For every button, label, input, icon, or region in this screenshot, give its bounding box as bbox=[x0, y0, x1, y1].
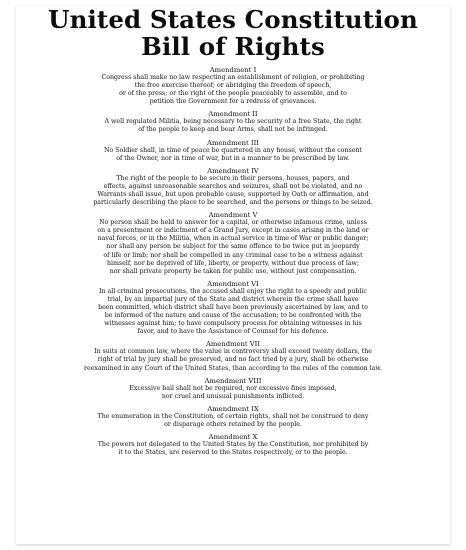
amendment-text-line: The right of the people to be secure in their persons, houses, papers, and bbox=[116, 174, 350, 182]
document-subtitle: Bill of Rights bbox=[141, 32, 325, 61]
amendment-text bbox=[22, 219, 444, 276]
amendment-text bbox=[22, 385, 444, 401]
amendment-text-line: witnesses against him; to have compulsory process for obtaining witnesses in his bbox=[104, 320, 362, 328]
amendment-title: Amendment II bbox=[208, 110, 258, 119]
amendment-text-line: Congress shall make no law respecting an establishment of religion, or prohibiting bbox=[101, 74, 365, 81]
amendment-text bbox=[22, 74, 444, 106]
amendment-text-line: petition the Government for a redress of grievances. bbox=[149, 98, 317, 106]
amendment-text-line: be informed of the nature and cause of the accusation; to be confronted with the bbox=[104, 312, 362, 320]
amendment-text-line: been committed, which district shall have been previously ascertained by law, and to bbox=[98, 303, 368, 311]
document-title: United States Constitution bbox=[48, 5, 418, 34]
amendment-title: Amendment V bbox=[208, 211, 258, 220]
amendment-text-line: No Soldier shall, in time of peace be quartered in any house, without the consent bbox=[103, 146, 363, 154]
amendment-text-line: naval forces, or in the Militia, when in actual service in time of War or public danger; bbox=[97, 235, 369, 243]
amendment-text-line: or disparage others retained by the people. bbox=[164, 420, 302, 428]
amendment-text-line: favor, and to have the Assistance of Counsel for his defence. bbox=[137, 328, 329, 336]
amendment-text-line: trial, by an impartial jury of the State and district wherein the crime shall have bbox=[107, 295, 359, 303]
amendment-block bbox=[22, 211, 444, 276]
amendment-text-line: on a presentment or indictment of a Grand Jury, except in cases arising in the land or bbox=[97, 227, 369, 235]
amendment-text bbox=[22, 288, 444, 337]
amendment-text-line: In suits at common law, where the value in controversy shall exceed twenty dollars, the bbox=[94, 348, 372, 356]
amendment-text-line: of the people to keep and bear Arms, shall not be infringed. bbox=[138, 126, 328, 134]
amendment-block bbox=[22, 340, 444, 372]
amendment-text-line: In all criminal prosecutions, the accused shall enjoy the right to a speedy and public bbox=[99, 287, 367, 295]
amendment-text-line: it to the States, are reserved to the States respectively, or to the people. bbox=[118, 449, 348, 457]
poster-document bbox=[16, 6, 450, 544]
amendment-text-line: The enumeration in the Constitution, of certain rights, shall not be construed to deny bbox=[97, 412, 369, 420]
amendment-text-line: particularly describing the place to be searched, and the persons or things to be seized. bbox=[93, 199, 373, 207]
amendment-block bbox=[22, 139, 444, 163]
amendment-title: Amendment VIII bbox=[204, 376, 262, 385]
amendment-block bbox=[22, 280, 444, 337]
amendment-title: Amendment I bbox=[209, 66, 257, 74]
amendment-text bbox=[22, 118, 444, 134]
amendment-text-line: Warrants shall issue, but upon probable cause, supported by Oath or affirmation, and bbox=[97, 190, 369, 198]
amendment-text-line: reexamined in any Court of the United States, than according to the rules of the common law. bbox=[84, 364, 382, 372]
amendment-text-line: effects, against unreasonable searches and seizures, shall not be violated, and no bbox=[103, 182, 363, 190]
amendment-text-line: right of trial by jury shall be preserved, and no fact tried by a jury, shall be otherwise bbox=[97, 356, 369, 364]
amendment-text-line: himself, nor be deprived of life, liberty, or property, without due process of law; bbox=[106, 259, 360, 267]
amendment-text-line: nor shall private property be taken for public use, without just compensation. bbox=[109, 267, 357, 275]
amendment-text-line: nor cruel and unusual punishments inflicted. bbox=[161, 392, 305, 400]
amendment-title: Amendment III bbox=[207, 138, 259, 147]
amendment-text-line: nor shall any person be subject for the same offence to be twice put in jeopardy bbox=[106, 243, 360, 251]
amendment-text-line: of life or limb; nor shall be compelled in any criminal case to be a witness against bbox=[103, 251, 363, 259]
document-header bbox=[16, 6, 450, 60]
amendment-text-line: of the Owner, nor in time of war, but in a manner to be prescribed by law. bbox=[116, 154, 350, 162]
amendment-text-line: No person shall be held to answer for a capital, or otherwise infamous crime, unless bbox=[99, 219, 367, 227]
amendment-text bbox=[22, 175, 444, 207]
amendment-text bbox=[22, 348, 444, 372]
amendment-text-line: or of the press; or the right of the people peaceably to assemble, and to bbox=[119, 90, 347, 98]
amendment-text bbox=[22, 441, 444, 457]
amendment-text-line: A well regulated Militia, being necessary to the security of a free State, the right bbox=[104, 118, 362, 126]
amendments-list bbox=[16, 66, 450, 457]
amendment-block bbox=[22, 377, 444, 401]
amendment-block bbox=[22, 433, 444, 457]
amendment-text-line: Excessive bail shall not be required, nor excessive fines imposed, bbox=[129, 384, 337, 392]
amendment-text bbox=[22, 413, 444, 429]
amendment-text bbox=[22, 147, 444, 163]
amendment-title: Amendment X bbox=[208, 433, 258, 441]
amendment-block bbox=[22, 66, 444, 106]
amendment-title: Amendment VII bbox=[205, 340, 261, 349]
amendment-text-line: the free exercise thereof; or abridging the freedom of speech, bbox=[134, 82, 332, 90]
amendment-block bbox=[22, 110, 444, 134]
amendment-title: Amendment IX bbox=[207, 404, 259, 413]
amendment-block bbox=[22, 167, 444, 207]
amendment-text-line: The powers not delegated to the United States by the Constitution, nor prohibited by bbox=[97, 441, 369, 448]
amendment-block bbox=[22, 405, 444, 429]
amendment-title: Amendment VI bbox=[207, 279, 259, 288]
amendment-title: Amendment IV bbox=[207, 166, 259, 175]
